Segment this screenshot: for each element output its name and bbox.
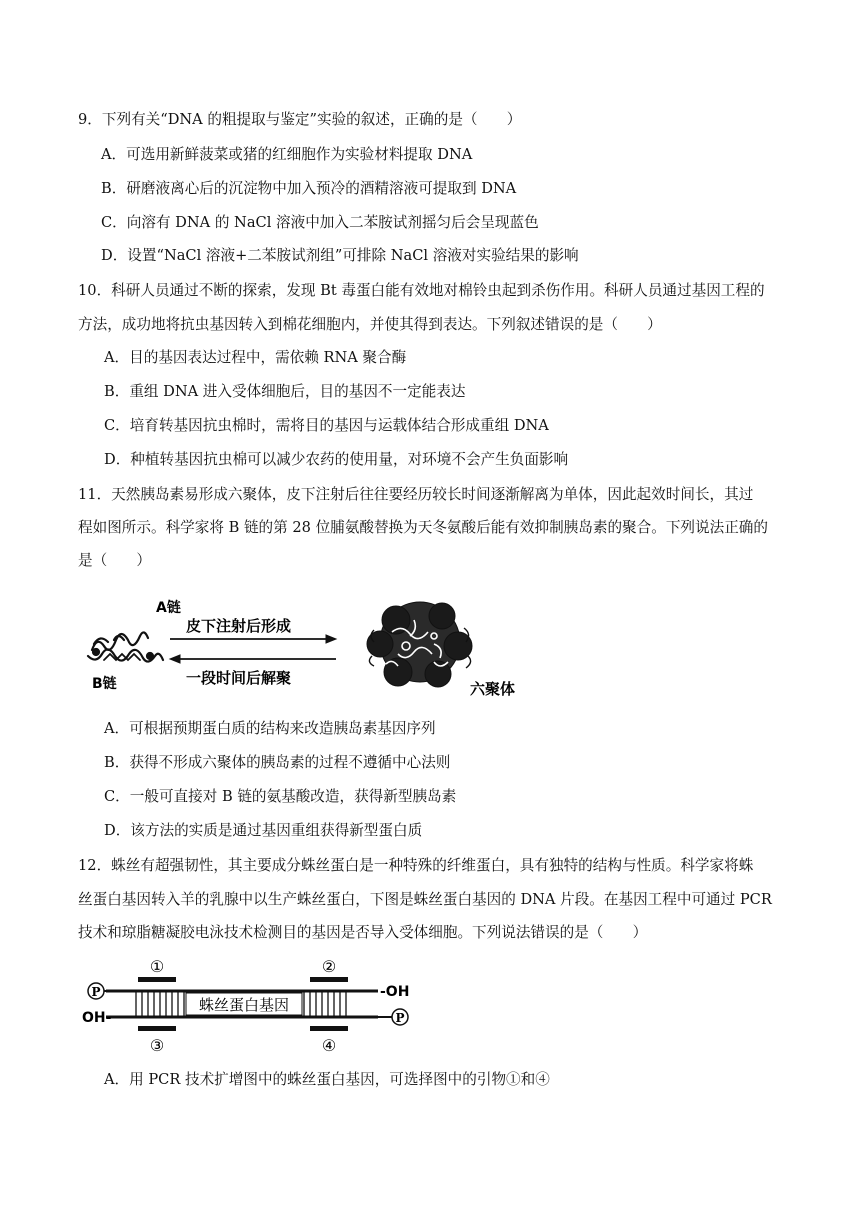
b-chain-label: B链 (92, 676, 117, 692)
gene-label: 蛛丝蛋白基因 (198, 996, 290, 1014)
phosphate-left-label: P (91, 985, 101, 999)
backward-arrow-label: 一段时间后解聚 (186, 669, 292, 687)
insulin-hexamer (367, 602, 472, 687)
dna-figure (78, 955, 438, 1055)
q10-stem-line-2: 方法，成功地将抗虫基因转入到棉花细胞内，并使其得到表达。下列叙述错误的是（ ） (78, 316, 662, 333)
primer-4-label: ④ (321, 1036, 337, 1055)
reaction-arrows (170, 635, 336, 663)
q10-option-b: B．重组 DNA 进入受体细胞后，目的基因不一定能表达 (104, 383, 466, 400)
primer-3-label: ③ (149, 1036, 165, 1055)
a-chain-label: A链 (156, 600, 181, 616)
q11-option-a: A．可根据预期蛋白质的结构来改造胰岛素基因序列 (104, 720, 436, 737)
insulin-figure (78, 590, 538, 710)
q12-option-a: A．用 PCR 技术扩增图中的蛛丝蛋白基因，可选择图中的引物①和④ (104, 1071, 550, 1088)
forward-arrow-label: 皮下注射后形成 (186, 617, 292, 635)
q10-option-a: A．目的基因表达过程中，需依赖 RNA 聚合酶 (104, 349, 407, 366)
q12-stem-line-1: 12．蛛丝有超强韧性，其主要成分蛛丝蛋白是一种特殊的纤维蛋白，具有独特的结构与性质。科学家将蛛 (78, 857, 754, 874)
phosphate-right-label: P (395, 1011, 405, 1025)
q9-stem: 9．下列有关“DNA 的粗提取与鉴定”实验的叙述，正确的是（ ） (78, 111, 522, 128)
q12-stem-line-3: 技术和琼脂糖凝胶电泳技术检测目的基因是否导入受体细胞。下列说法错误的是（ ） (78, 924, 648, 941)
q9-option-b: B．研磨液离心后的沉淀物中加入预冷的酒精溶液可提取到 DNA (101, 180, 517, 197)
hydroxyl-bottom-label: OH- (82, 1010, 112, 1026)
q11-option-b: B．获得不形成六聚体的胰岛素的过程不遵循中心法则 (104, 754, 451, 771)
q11-stem-line-3: 是（ ） (78, 552, 151, 569)
q9-option-a: A．可选用新鲜菠菜或猪的红细胞作为实验材料提取 DNA (101, 146, 473, 163)
q11-option-d: D．该方法的实质是通过基因重组获得新型蛋白质 (104, 822, 423, 839)
q9-option-c: C．向溶有 DNA 的 NaCl 溶液中加入二苯胺试剂摇匀后会呈现蓝色 (101, 214, 539, 231)
primer-1-label: ① (149, 957, 165, 976)
q11-stem-line-1: 11．天然胰岛素易形成六聚体，皮下注射后往往要经历较长时间逐渐解离为单体，因此起效时间长，其过 (78, 486, 754, 503)
primer-2-label: ② (321, 957, 337, 976)
hexamer-label: 六聚体 (470, 680, 516, 698)
hydroxyl-top-label: -OH (380, 984, 410, 1000)
q10-stem-line-1: 10．科研人员通过不断的探索，发现 Bt 毒蛋白能有效地对棉铃虫起到杀伤作用。科研人员通过基因工程的 (78, 282, 765, 299)
q12-stem-line-2: 丝蛋白基因转入羊的乳腺中以生产蛛丝蛋白，下图是蛛丝蛋白基因的 DNA 片段。在基因工程中可通过 PCR (78, 891, 772, 908)
q11-stem-line-2: 程如图所示。科学家将 B 链的第 28 位脯氨酸替换为天冬氨酸后能有效抑制胰岛素的聚合。下列说法正确的 (78, 519, 768, 536)
insulin-monomer (88, 632, 163, 661)
q10-option-d: D．种植转基因抗虫棉可以减少农药的使用量，对环境不会产生负面影响 (104, 451, 569, 468)
q10-option-c: C．培育转基因抗虫棉时，需将目的基因与运载体结合形成重组 DNA (104, 417, 549, 434)
dna-diagram (78, 955, 438, 1055)
insulin-diagram (78, 590, 538, 710)
q9-option-d: D．设置“NaCl 溶液+二苯胺试剂组”可排除 NaCl 溶液对实验结果的影响 (101, 247, 579, 264)
q11-option-c: C．一般可直接对 B 链的氨基酸改造，获得新型胰岛素 (104, 788, 457, 805)
